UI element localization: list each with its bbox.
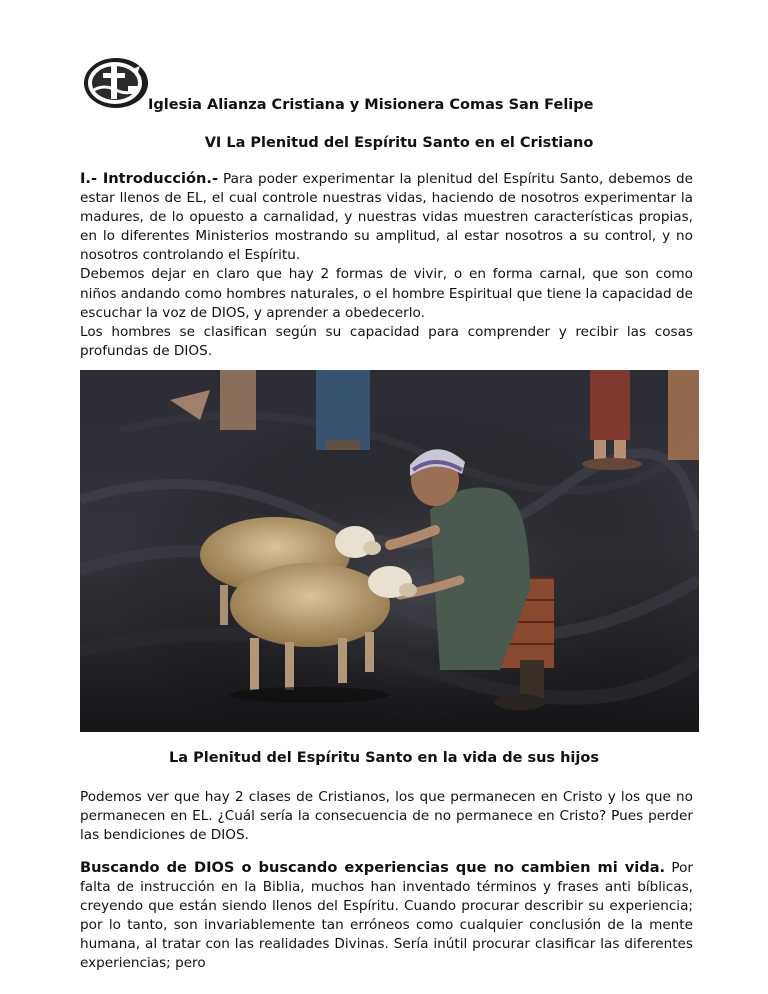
intro-paragraph-1	[80, 169, 693, 265]
section-paragraph-2-content	[80, 858, 693, 974]
section-paragraph-1: Podemos ver que hay 2 clases de Cristianos, los que permanecen en Cristo y los que no permanecen en EL. ¿Cuál sería la consecuencia de no permanece en Cristo? Pues perder las bendiciones de DIOS.	[80, 789, 693, 844]
intro-lead: I.- Introducción.-	[80, 170, 219, 187]
section-heading: La Plenitud del Espíritu Santo en la vida de sus hijos	[169, 750, 599, 766]
document-title: VI La Plenitud del Espíritu Santo en el Cristiano	[204, 135, 594, 151]
shepherd-sheep-image	[80, 370, 699, 732]
intro-paragraph-2: Debemos dejar en claro que hay 2 formas de vivir, o en forma carnal, que son como niños andando como hombres naturales, o el hombre Espiritual que tiene la capacidad de escuchar la voz de DIOS, y aprender a obedecerlo.	[80, 266, 693, 321]
section-paragraph-2-text: Por falta de instrucción en la Biblia, muchos han inventado términos y frases anti bíblicas, creyendo que están siendo llenos del Espíritu. Cuando procurar describir su experiencia; por lo tanto, son invariablemente tan erróneos como cualquier conclusión de la mente humana, al tratar con las realidades Divinas. Sería inútil procurar clasificar las diferentes experiencias; pero	[80, 860, 693, 972]
intro-text-1: Para poder experimentar la plenitud del Espíritu Santo, debemos de estar llenos de EL, el cual controle nuestras vidas, haciendo de nosotros experimentar la madures, de lo opuesto a carnalidad, y nuestras vidas muestren características propias, en lo diferentes Ministerios mostrando su amplitud, al estar nosotros a su control, y no nosotros controlando el Espíritu.	[80, 171, 693, 264]
background-figure-center	[316, 370, 370, 450]
intro-paragraph-3: Los hombres se clasifican según su capacidad para comprender y recibir las cosas profundas de DIOS.	[80, 323, 693, 359]
cross-logo-icon	[80, 56, 150, 110]
section-paragraph-2	[80, 858, 693, 974]
church-logo	[80, 56, 150, 110]
introduction-section	[80, 169, 693, 361]
nativity-photo	[80, 370, 699, 732]
section-paragraph-2-lead: Buscando de DIOS o buscando experiencias que no cambien mi vida.	[80, 859, 666, 876]
organization-title: Iglesia Alianza Cristiana y Misionera Comas San Felipe	[148, 97, 594, 113]
